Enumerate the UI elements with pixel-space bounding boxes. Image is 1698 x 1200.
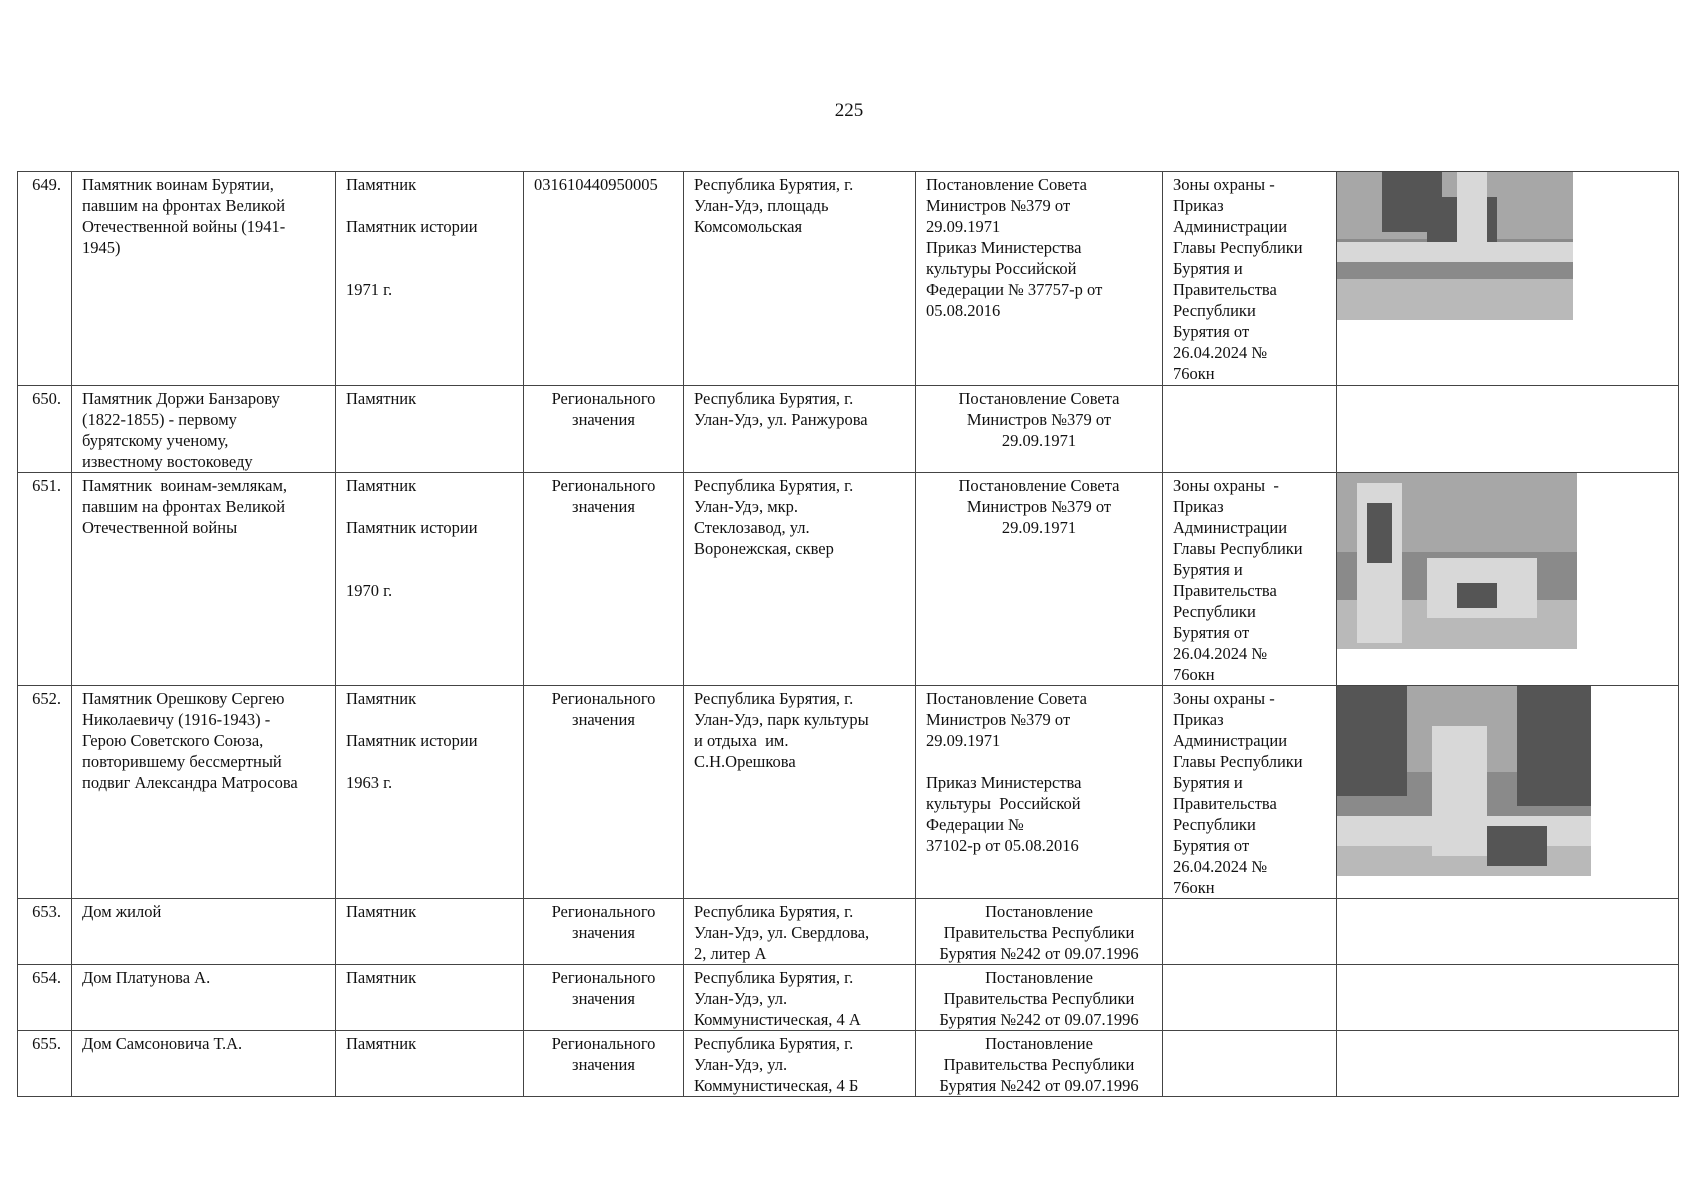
object-name-line: Памятник воинам Бурятии,	[82, 175, 274, 194]
object-type	[336, 172, 524, 386]
table-row	[18, 686, 1679, 899]
legal-document-line: Постановление	[985, 1034, 1093, 1053]
protection-zones	[1163, 172, 1337, 386]
protection-zones-line: Главы Республики	[1173, 238, 1303, 257]
photo-cell	[1337, 686, 1679, 899]
protection-zones-line: Бурятия и	[1173, 560, 1243, 579]
object-category-line: Регионального	[551, 389, 656, 408]
object-type-line: 1970 г.	[346, 581, 393, 600]
object-name	[72, 1031, 336, 1097]
object-address-line: Улан-Удэ, ул.	[694, 989, 788, 1008]
object-name-line: Дом Платунова А.	[82, 968, 211, 987]
legal-document	[916, 686, 1163, 899]
object-category-line: Регионального	[551, 1034, 656, 1053]
legal-document-line: Министров №379 от	[966, 410, 1112, 429]
protection-zones-line: Правительства	[1173, 280, 1277, 299]
legal-document	[916, 386, 1163, 473]
row-number: 651.	[18, 473, 72, 686]
monument-photo	[1337, 172, 1573, 320]
object-address-line: Улан-Удэ, мкр.	[694, 497, 799, 516]
row-number: 650.	[18, 386, 72, 473]
object-address-line: Республика Бурятия, г.	[694, 1034, 854, 1053]
protection-zones-line: Республики	[1173, 301, 1256, 320]
object-address	[684, 1031, 916, 1097]
legal-document-line: культуры Российской	[926, 794, 1081, 813]
object-name	[72, 965, 336, 1031]
object-name-line: Дом Самсоновича Т.А.	[82, 1034, 243, 1053]
object-type	[336, 1031, 524, 1097]
object-type-line: 1971 г.	[346, 280, 393, 299]
legal-document-line: Министров №379 от	[926, 196, 1071, 215]
object-address-line: Коммунистическая, 4 А	[694, 1010, 861, 1029]
legal-document-line: Министров №379 от	[926, 710, 1071, 729]
object-type	[336, 899, 524, 965]
protection-zones	[1163, 473, 1337, 686]
legal-document-line: Правительства Республики	[943, 989, 1135, 1008]
photo-cell	[1337, 386, 1679, 473]
object-name-line: павшим на фронтах Великой	[82, 196, 286, 215]
legal-document-line: 29.09.1971	[926, 217, 1001, 236]
table-row	[18, 965, 1679, 1031]
object-name-line: Николаевичу (1916-1943) -	[82, 710, 271, 729]
legal-document-line: Бурятия №242 от 09.07.1996	[939, 1076, 1139, 1095]
object-category	[524, 686, 684, 899]
legal-document-line: Федерации № 37757-р от	[926, 280, 1103, 299]
legal-document-line: 29.09.1971	[1001, 431, 1077, 450]
protection-zones	[1163, 899, 1337, 965]
protection-zones-line: Республики	[1173, 815, 1256, 834]
protection-zones-line: 76окн	[1173, 878, 1215, 897]
table-row	[18, 899, 1679, 965]
legal-document-line: Постановление Совета	[958, 476, 1120, 495]
legal-document-line: культуры Российской	[926, 259, 1077, 278]
photo-cell	[1337, 899, 1679, 965]
protection-zones-line: Бурятия от	[1173, 623, 1250, 642]
object-name	[72, 686, 336, 899]
object-name-line: повторившему бессмертный	[82, 752, 282, 771]
object-name	[72, 473, 336, 686]
legal-document-line: Постановление	[985, 902, 1093, 921]
legal-document-line: Приказ Министерства	[926, 238, 1082, 257]
legal-document-line: Постановление Совета	[926, 689, 1087, 708]
object-category-line: Регионального	[551, 968, 656, 987]
legal-document-line: Федерации №	[926, 815, 1024, 834]
object-name-line: павшим на фронтах Великой	[82, 497, 286, 516]
object-name-line: Дом жилой	[82, 902, 162, 921]
object-type-line: Памятник истории	[346, 731, 478, 750]
protection-zones-line: Бурятия и	[1173, 259, 1243, 278]
page-number: 225	[834, 100, 864, 121]
object-category	[524, 172, 684, 386]
object-type-line: Памятник	[346, 476, 417, 495]
object-address-line: Стеклозавод, ул.	[694, 518, 810, 537]
protection-zones-line: Бурятия от	[1173, 836, 1250, 855]
object-address-line: Республика Бурятия, г.	[694, 389, 854, 408]
object-category-line: Регионального	[551, 902, 656, 921]
legal-document-line: Постановление	[985, 968, 1093, 987]
object-address	[684, 965, 916, 1031]
monument-photo	[1337, 686, 1591, 876]
photo-cell	[1337, 965, 1679, 1031]
protection-zones-line: Бурятия от	[1173, 322, 1250, 341]
object-category	[524, 1031, 684, 1097]
object-name-line: 1945)	[82, 238, 121, 257]
legal-document	[916, 172, 1163, 386]
object-category-line: 031610440950005	[534, 175, 658, 194]
protection-zones-line: 26.04.2024 №	[1173, 644, 1268, 663]
legal-document-line: Правительства Республики	[943, 1055, 1135, 1074]
legal-document-line: Бурятия №242 от 09.07.1996	[939, 944, 1139, 963]
object-category	[524, 473, 684, 686]
table-row	[18, 1031, 1679, 1097]
protection-zones-line: Правительства	[1173, 794, 1277, 813]
object-address-line: Улан-Удэ, парк культуры	[694, 710, 869, 729]
legal-document	[916, 965, 1163, 1031]
legal-document-line: 29.09.1971	[1001, 518, 1077, 537]
table-row	[18, 473, 1679, 686]
object-name-line: (1822-1855) - первому	[82, 410, 237, 429]
object-type-line: Памятник	[346, 689, 417, 708]
protection-zones-line: Администрации	[1173, 518, 1288, 537]
object-address-line: Улан-Удэ, площадь	[694, 196, 829, 215]
legal-document-line: Бурятия №242 от 09.07.1996	[939, 1010, 1139, 1029]
object-name-line: Отечественной войны (1941-	[82, 217, 286, 236]
object-address-line: 2, литер А	[694, 944, 767, 963]
legal-document	[916, 1031, 1163, 1097]
object-category-line: значения	[572, 710, 635, 729]
object-address	[684, 899, 916, 965]
object-type	[336, 686, 524, 899]
table-row	[18, 172, 1679, 386]
object-name-line: подвиг Александра Матросова	[82, 773, 298, 792]
legal-document-line: Приказ Министерства	[926, 773, 1082, 792]
legal-document	[916, 473, 1163, 686]
protection-zones-line: 76окн	[1173, 665, 1215, 684]
legal-document-line: Министров №379 от	[966, 497, 1112, 516]
object-address	[684, 686, 916, 899]
row-number: 655.	[18, 1031, 72, 1097]
photo-cell	[1337, 473, 1679, 686]
protection-zones	[1163, 1031, 1337, 1097]
object-name-line: известному востоковеду	[82, 452, 253, 471]
object-category-line: значения	[572, 923, 635, 942]
photo-cell	[1337, 172, 1679, 386]
protection-zones-line: Главы Республики	[1173, 752, 1303, 771]
protection-zones-line: Зоны охраны -	[1173, 689, 1275, 708]
photo-cell	[1337, 1031, 1679, 1097]
object-type	[336, 473, 524, 686]
object-address-line: Коммунистическая, 4 Б	[694, 1076, 859, 1095]
object-type	[336, 386, 524, 473]
object-type-line: Памятник	[346, 175, 417, 194]
row-number: 654.	[18, 965, 72, 1031]
object-name	[72, 172, 336, 386]
legal-document-line: Постановление Совета	[926, 175, 1087, 194]
object-address-line: Республика Бурятия, г.	[694, 476, 854, 495]
protection-zones-line: 26.04.2024 №	[1173, 857, 1268, 876]
row-number: 652.	[18, 686, 72, 899]
object-name	[72, 386, 336, 473]
protection-zones-line: Республики	[1173, 602, 1256, 621]
object-category	[524, 899, 684, 965]
table-row	[18, 386, 1679, 473]
object-address	[684, 473, 916, 686]
protection-zones-line: Зоны охраны -	[1173, 476, 1279, 495]
protection-zones-line: Приказ	[1173, 196, 1224, 215]
object-type-line: 1963 г.	[346, 773, 393, 792]
protection-zones-line: Приказ	[1173, 710, 1224, 729]
protection-zones	[1163, 965, 1337, 1031]
object-address	[684, 172, 916, 386]
legal-document-line: 29.09.1971	[926, 731, 1001, 750]
object-address-line: и отдыха им.	[694, 731, 789, 750]
object-category-line: значения	[572, 1055, 635, 1074]
row-number: 649.	[18, 172, 72, 386]
object-address-line: Улан-Удэ, ул.	[694, 1055, 788, 1074]
object-type-line: Памятник	[346, 902, 417, 921]
object-address-line: Улан-Удэ, ул. Ранжурова	[694, 410, 868, 429]
protection-zones-line: 26.04.2024 №	[1173, 343, 1268, 362]
heritage-registry-table	[17, 171, 1679, 1097]
protection-zones-line: 76окн	[1173, 364, 1215, 383]
object-address	[684, 386, 916, 473]
protection-zones-line: Приказ	[1173, 497, 1224, 516]
legal-document-line: Постановление Совета	[958, 389, 1120, 408]
object-address-line: Республика Бурятия, г.	[694, 968, 854, 987]
object-name	[72, 899, 336, 965]
object-address-line: Республика Бурятия, г.	[694, 175, 854, 194]
legal-document-line: Правительства Республики	[943, 923, 1135, 942]
protection-zones	[1163, 386, 1337, 473]
protection-zones	[1163, 686, 1337, 899]
object-address-line: С.Н.Орешкова	[694, 752, 796, 771]
object-address-line: Воронежская, сквер	[694, 539, 834, 558]
protection-zones-line: Администрации	[1173, 217, 1288, 236]
object-type-line: Памятник	[346, 389, 417, 408]
monument-photo	[1337, 473, 1577, 649]
protection-zones-line: Правительства	[1173, 581, 1277, 600]
protection-zones-line: Бурятия и	[1173, 773, 1243, 792]
object-category-line: Регионального	[551, 689, 656, 708]
object-type-line: Памятник	[346, 1034, 417, 1053]
protection-zones-line: Главы Республики	[1173, 539, 1303, 558]
object-name-line: бурятскому ученому,	[82, 431, 229, 450]
object-category	[524, 386, 684, 473]
object-address-line: Республика Бурятия, г.	[694, 689, 854, 708]
legal-document-line: 37102-р от 05.08.2016	[926, 836, 1079, 855]
row-number: 653.	[18, 899, 72, 965]
legal-document	[916, 899, 1163, 965]
object-category-line: значения	[572, 410, 635, 429]
legal-document-line: 05.08.2016	[926, 301, 1001, 320]
object-name-line: Отечественной войны	[82, 518, 238, 537]
object-type-line: Памятник истории	[346, 217, 478, 236]
object-category	[524, 965, 684, 1031]
object-name-line: Памятник Орешкову Сергею	[82, 689, 285, 708]
object-category-line: Регионального	[551, 476, 656, 495]
object-address-line: Комсомольская	[694, 217, 803, 236]
object-name-line: Герою Советского Союза,	[82, 731, 264, 750]
object-category-line: значения	[572, 497, 635, 516]
object-address-line: Улан-Удэ, ул. Свердлова,	[694, 923, 870, 942]
object-address-line: Республика Бурятия, г.	[694, 902, 854, 921]
object-name-line: Памятник воинам-землякам,	[82, 476, 288, 495]
object-category-line: значения	[572, 989, 635, 1008]
protection-zones-line: Зоны охраны -	[1173, 175, 1275, 194]
object-type-line: Памятник	[346, 968, 417, 987]
object-name-line: Памятник Доржи Банзарову	[82, 389, 280, 408]
object-type	[336, 965, 524, 1031]
protection-zones-line: Администрации	[1173, 731, 1288, 750]
object-type-line: Памятник истории	[346, 518, 478, 537]
